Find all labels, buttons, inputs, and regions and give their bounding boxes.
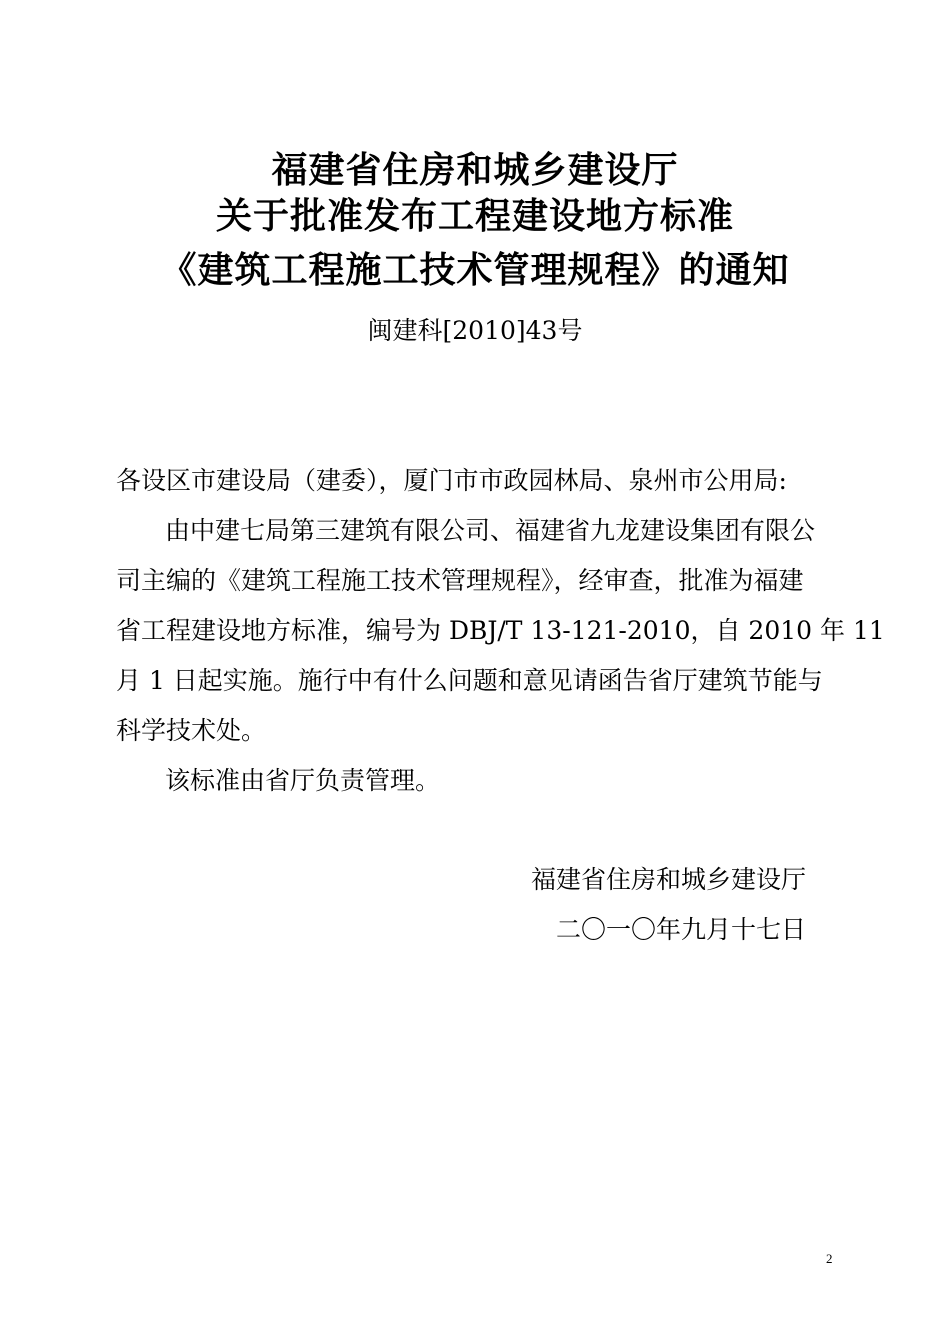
title-line-3: 《建筑工程施工技术管理规程》的通知 bbox=[160, 250, 790, 291]
salutation: 各设区市建设局（建委），厦门市市政园林局、泉州市公用局: bbox=[116, 466, 787, 495]
title-line-1: 福建省住房和城乡建设厅 bbox=[271, 150, 679, 191]
paragraph-1-line-1: 由中建七局第三建筑有限公司、福建省九龙建设集团有限公 bbox=[165, 516, 816, 545]
paragraph-1-line-2: 司主编的《建筑工程施工技术管理规程》，经审查，批准为福建 bbox=[116, 566, 804, 595]
paragraph-2: 该标准由省厅负责管理。 bbox=[165, 766, 441, 795]
document-number: 闽建科[2010]43号 bbox=[367, 316, 583, 345]
paragraph-1-line-5: 科学技术处。 bbox=[116, 716, 267, 745]
signature-date: 二〇一〇年九月十七日 bbox=[556, 915, 807, 944]
signature-issuer: 福建省住房和城乡建设厅 bbox=[531, 865, 807, 894]
page-number: 2 bbox=[826, 1251, 833, 1266]
title-line-2: 关于批准发布工程建设地方标准 bbox=[215, 196, 734, 237]
paragraph-1-line-4: 月 1 日起实施。施行中有什么问题和意见请函告省厅建筑节能与 bbox=[116, 666, 823, 695]
paragraph-1-line-3: 省工程建设地方标准，编号为 DBJ/T 13-121-2010，自 2010 年 11 bbox=[116, 616, 885, 645]
